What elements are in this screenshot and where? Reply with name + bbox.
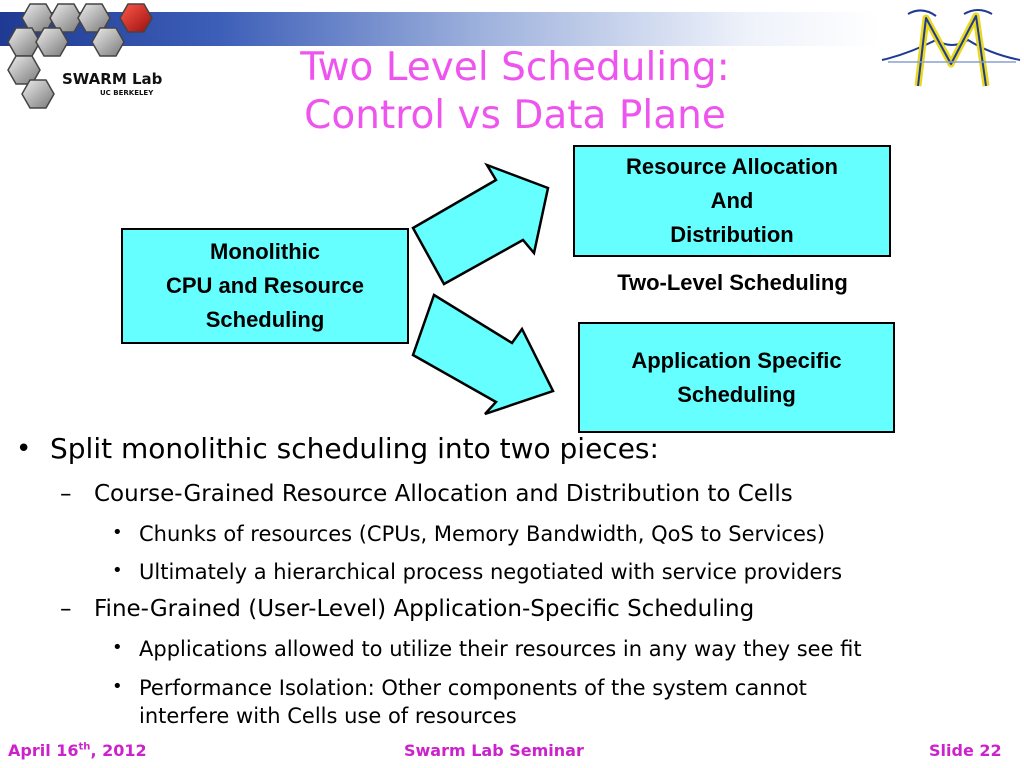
box-line: Scheduling [205, 307, 325, 332]
bullet-dot-icon: • [112, 637, 123, 658]
box-line: Monolithic [210, 239, 320, 264]
bullet-sub-2: Fine-Grained (User-Level) Application-Specific Scheduling [94, 596, 755, 622]
box-line: Application Specific [631, 347, 842, 373]
footer-date-prefix: April 16 [8, 741, 79, 760]
bullet-sub-1: Course-Grained Resource Allocation and Distribution to Cells [94, 481, 793, 507]
title-line-2: Control vs Data Plane [304, 93, 726, 138]
dash-icon: – [60, 481, 72, 507]
box-line: Distribution [670, 222, 794, 247]
footer-date [8, 741, 147, 760]
box-line: Resource Allocation [626, 154, 838, 179]
resource-allocation-box [573, 145, 891, 257]
footer-center: Swarm Lab Seminar [404, 741, 584, 760]
footer-slide-number: Slide 22 [929, 741, 1002, 760]
box-line: And [710, 188, 754, 213]
bullet-main: Split monolithic scheduling into two pieces: [50, 432, 659, 465]
arrow-up-right-icon [413, 165, 548, 284]
arrow-down-right-icon [413, 295, 553, 414]
bullet-dot-icon: • [112, 560, 123, 581]
bullet-sub-1-item: Ultimately a hierarchical process negotiated with service providers [139, 560, 843, 584]
title-line-1: Two Level Scheduling: [300, 45, 730, 90]
dash-icon: – [60, 596, 72, 622]
bullet-sub-2-item: Applications allowed to utilize their resources in any way they see fit [139, 637, 862, 661]
application-scheduling-box [578, 322, 895, 433]
logo-subtext: UC BERKELEY [100, 89, 154, 97]
bullet-dot-icon: • [16, 434, 32, 464]
bullet-sub-2-item: Performance Isolation: Other components of the system cannot [139, 676, 807, 700]
monolithic-scheduling-box [121, 228, 409, 344]
footer-date-sup: th [78, 741, 91, 753]
bullet-sub-2-item-continuation: interfere with Cells use of resources [139, 704, 517, 728]
box-line: Scheduling [677, 381, 796, 407]
bullet-dot-icon: • [112, 676, 123, 697]
bullet-sub-1-item: Chunks of resources (CPUs, Memory Bandwidth, QoS to Services) [139, 522, 826, 546]
footer-date-suffix: , 2012 [90, 741, 147, 760]
box-line: CPU and Resource [165, 273, 365, 298]
bullet-dot-icon: • [112, 522, 123, 543]
two-level-scheduling-label: Two-Level Scheduling [617, 270, 848, 295]
logo-text: SWARM Lab [62, 70, 163, 88]
